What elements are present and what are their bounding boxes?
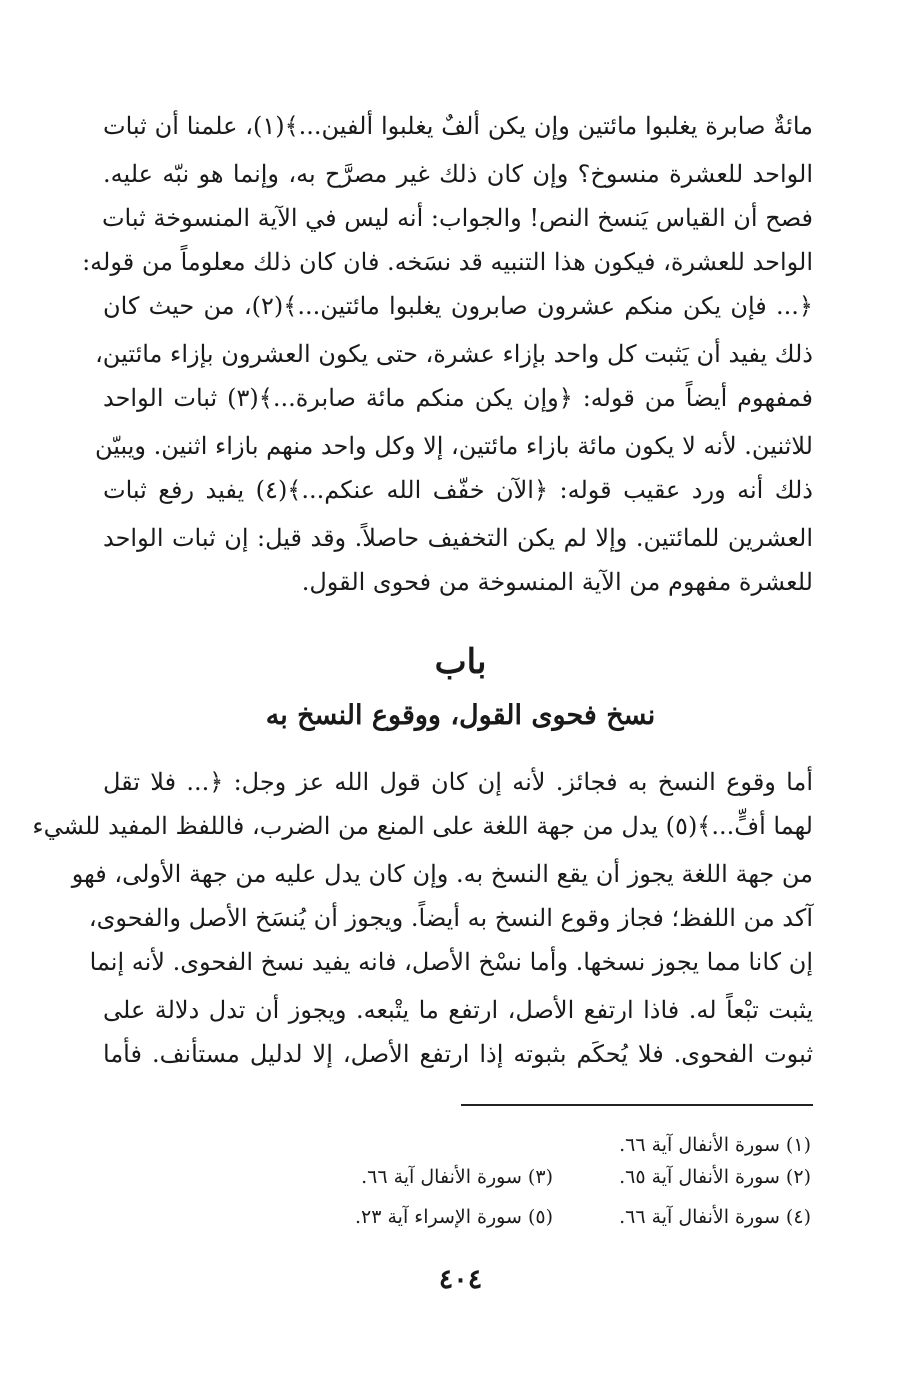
text-line: إن كانا مما يجوز نسخها. وأما نسْخ الأصل، فانه يفيد نسخ الفحوى. لأنه إنما xyxy=(89,948,813,976)
page-number: ٤٠٤ xyxy=(438,1264,483,1295)
text-line: ذلك أنه ورد عقيب قوله: ﴿الآن خفّف الله عنكم...﴾(٤) يفيد رفع ثبات xyxy=(103,476,813,504)
text-line: مائةٌ صابرة يغلبوا مائتين وإن يكن ألفٌ يغلبوا ألفين...﴾(١)، علمنا أن ثبات xyxy=(103,112,813,140)
text-line: ﴿... فإن يكن منكم عشرون صابرون يغلبوا مائتين...﴾(٢)، من حيث كان xyxy=(103,292,813,320)
text-line: ثبوت الفحوى. فلا يُحكَم بثبوته إذا ارتفع الأصل، إلا لدليل مستأنف. فأما xyxy=(103,1040,813,1068)
footnote-1: (١) سورة الأنفال آية ٦٦. xyxy=(619,1134,811,1156)
text-line: الواحد للعشرة منسوخ؟ وإن كان ذلك غير مصرَّح به، وإنما هو نبّه عليه. xyxy=(103,160,813,188)
text-line: ذلك يفيد أن يَثبت كل واحد بإزاء عشرة، حتى يكون العشرون بإزاء مائتين، xyxy=(95,340,813,368)
section-title: باب xyxy=(434,642,487,682)
text-line: الواحد للعشرة، فيكون هذا التنبيه قد نسَخه. فان كان ذلك معلوماً من قوله: xyxy=(82,248,813,276)
section-subtitle: نسخ فحوى القول، ووقوع النسخ به xyxy=(265,700,656,731)
text-line: للعشرة مفهوم من الآية المنسوخة من فحوى القول. xyxy=(301,568,813,596)
text-line: للاثنين. لأنه لا يكون مائة بازاء مائتين، إلا وكل واحد منهم بازاء اثنين. ويبيّن xyxy=(94,432,813,460)
text-line: فصح أن القياس يَنسخ النص! والجواب: أنه ليس في الآية المنسوخة ثبات xyxy=(101,204,813,232)
text-line: العشرين للمائتين. وإلا لم يكن التخفيف حاصلاً. وقد قيل: إن ثبات الواحد xyxy=(103,524,813,552)
text-line: آكد من اللفظ؛ فجاز وقوع النسخ به أيضاً. ويجوز أن يُنسَخ الأصل والفحوى، xyxy=(88,904,813,932)
text-line: أما وقوع النسخ به فجائز. لأنه إن كان قول الله عز وجل: ﴿... فلا تقل xyxy=(103,768,813,796)
footnote-separator xyxy=(461,1104,813,1106)
footnote-4: (٤) سورة الأنفال آية ٦٦. xyxy=(619,1206,811,1228)
footnote-5: (٥) سورة الإسراء آية ٢٣. xyxy=(354,1206,553,1228)
text-line: لهما أفٍّ...﴾(٥) يدل من جهة اللغة على المنع من الضرب، فاللفظ المفيد للشيء xyxy=(32,812,813,840)
text-line: يثبت تبْعاً له. فاذا ارتفع الأصل، ارتفع ما يتْبعه. ويجوز أن تدل دلالة على xyxy=(103,996,814,1024)
text-line: فمفهوم أيضاً من قوله: ﴿وإن يكن منكم مائة صابرة...﴾(٣) ثبات الواحد xyxy=(103,384,813,412)
footnote-2: (٢) سورة الأنفال آية ٦٥. xyxy=(619,1166,811,1188)
text-line: من جهة اللغة يجوز أن يقع النسخ به. وإن كان يدل عليه من جهة الأولى، فهو xyxy=(71,860,813,888)
footnote-3: (٣) سورة الأنفال آية ٦٦. xyxy=(361,1166,553,1188)
